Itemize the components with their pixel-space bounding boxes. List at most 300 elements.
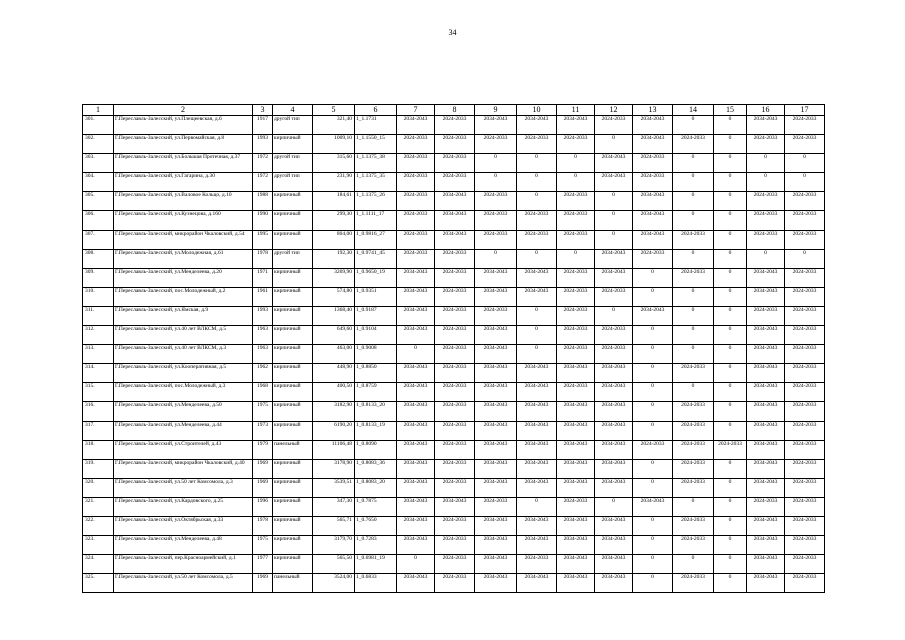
period-cell: 2034-2043	[517, 459, 557, 478]
period-cell: 2034-2043	[435, 497, 475, 516]
period-cell: 2034-2043	[633, 135, 673, 154]
area-cell: 448,90	[313, 364, 355, 383]
period-cell: 2024-2033	[785, 345, 825, 364]
period-cell: 2024-2033	[673, 402, 714, 421]
code-cell: 1_0.9008	[355, 345, 397, 364]
period-cell: 2034-2043	[517, 440, 557, 459]
table-row	[83, 154, 825, 173]
period-cell: 0	[397, 345, 435, 364]
period-cell: 2034-2043	[475, 116, 517, 135]
period-cell: 2034-2043	[397, 478, 435, 497]
wall-type-cell: панельный	[273, 574, 313, 593]
period-cell: 0	[517, 192, 557, 211]
address-cell: Г.Переславль-Залесский, микрорайон Чкаловский, д.54	[114, 230, 253, 249]
area-cell: 804,00	[313, 230, 355, 249]
period-cell: 2034-2043	[747, 345, 785, 364]
period-cell: 2034-2043	[557, 440, 595, 459]
code-cell: 1_0.9816_27	[355, 230, 397, 249]
wall-type-cell: кирпичный	[273, 135, 313, 154]
period-cell: 0	[714, 211, 747, 230]
code-cell: 1_0.8090	[355, 440, 397, 459]
period-cell: 2024-2033	[397, 230, 435, 249]
period-cell: 2024-2033	[517, 211, 557, 230]
period-cell: 2024-2033	[785, 135, 825, 154]
wall-type-cell: кирпичный	[273, 345, 313, 364]
period-cell: 2024-2033	[517, 230, 557, 249]
period-cell: 2024-2033	[435, 402, 475, 421]
year-cell: 1917	[253, 116, 273, 135]
period-cell: 2034-2043	[517, 268, 557, 287]
table-row	[83, 574, 825, 593]
code-cell: 1_0.8133_19	[355, 421, 397, 440]
period-cell: 0	[714, 478, 747, 497]
period-cell: 2034-2043	[595, 402, 633, 421]
code-cell: 1_0.8083_20	[355, 478, 397, 497]
year-cell: 1972	[253, 173, 273, 192]
period-cell: 0	[595, 135, 633, 154]
code-cell: 1_0.8850	[355, 364, 397, 383]
period-cell: 2024-2033	[475, 192, 517, 211]
address-cell: Г.Переславль-Залесский, ул.50 лет Комсомола, д.5	[114, 574, 253, 593]
period-cell: 2034-2043	[517, 574, 557, 593]
period-cell: 2024-2033	[595, 326, 633, 345]
code-cell: 1_0.8083_36	[355, 459, 397, 478]
column-header: 5	[313, 105, 355, 116]
period-cell: 2024-2033	[785, 326, 825, 345]
period-cell: 2034-2043	[397, 326, 435, 345]
period-cell: 2024-2033	[633, 173, 673, 192]
period-cell: 0	[517, 249, 557, 268]
table-row	[83, 345, 825, 364]
period-cell: 2034-2043	[595, 154, 633, 173]
year-cell: 1963	[253, 326, 273, 345]
period-cell: 2024-2033	[785, 421, 825, 440]
period-cell: 2024-2033	[435, 116, 475, 135]
row-number: 313.	[83, 345, 114, 364]
period-cell: 2024-2033	[435, 268, 475, 287]
period-cell: 2034-2043	[397, 421, 435, 440]
period-cell: 2034-2043	[397, 497, 435, 516]
period-cell: 2024-2033	[673, 536, 714, 555]
period-cell: 2024-2033	[633, 440, 673, 459]
period-cell: 0	[517, 306, 557, 325]
row-number: 312.	[83, 326, 114, 345]
period-cell: 0	[673, 345, 714, 364]
period-cell: 2024-2033	[435, 173, 475, 192]
row-number: 323.	[83, 536, 114, 555]
period-cell: 0	[673, 287, 714, 306]
address-cell: Г.Переславль-Залесский, ул.40 лет ВЛКСМ, д.5	[114, 326, 253, 345]
wall-type-cell: кирпичный	[273, 287, 313, 306]
period-cell: 0	[557, 173, 595, 192]
table-row	[83, 421, 825, 440]
period-cell: 0	[673, 154, 714, 173]
period-cell: 0	[714, 516, 747, 535]
period-cell: 2034-2043	[557, 116, 595, 135]
period-cell: 2024-2033	[785, 555, 825, 574]
period-cell: 2024-2033	[633, 154, 673, 173]
wall-type-cell: кирпичный	[273, 306, 313, 325]
table-row	[83, 459, 825, 478]
year-cell: 1975	[253, 402, 273, 421]
period-cell: 2034-2043	[595, 383, 633, 402]
area-cell: 3182,90	[313, 402, 355, 421]
period-cell: 2024-2033	[435, 364, 475, 383]
period-cell: 2024-2033	[557, 287, 595, 306]
period-cell: 2024-2033	[557, 230, 595, 249]
wall-type-cell: кирпичный	[273, 192, 313, 211]
period-cell: 2024-2033	[785, 192, 825, 211]
period-cell: 0	[714, 364, 747, 383]
period-cell: 2034-2043	[633, 211, 673, 230]
code-cell: 1_0.7650	[355, 516, 397, 535]
period-cell: 0	[714, 555, 747, 574]
period-cell: 2034-2043	[397, 268, 435, 287]
period-cell: 2034-2043	[747, 364, 785, 383]
period-cell: 0	[714, 173, 747, 192]
period-cell: 2034-2043	[557, 478, 595, 497]
period-cell: 2024-2033	[673, 440, 714, 459]
row-number: 324.	[83, 555, 114, 574]
period-cell: 2034-2043	[397, 440, 435, 459]
table-row	[83, 306, 825, 325]
period-cell: 2034-2043	[397, 383, 435, 402]
address-cell: Г.Переславль-Залесский, ул.Кардовского, д.25	[114, 497, 253, 516]
period-cell: 2024-2033	[747, 306, 785, 325]
wall-type-cell: другой тип	[273, 249, 313, 268]
row-number: 316.	[83, 402, 114, 421]
table-row	[83, 555, 825, 574]
year-cell: 1993	[253, 135, 273, 154]
period-cell: 2024-2033	[435, 154, 475, 173]
column-header: 3	[253, 105, 273, 116]
table-row	[83, 326, 825, 345]
period-cell: 0	[633, 516, 673, 535]
address-cell: Г.Переславль-Залесский, микрорайон Чкаловский, д.40	[114, 459, 253, 478]
code-cell: 1_1.1731	[355, 116, 397, 135]
period-cell: 2024-2033	[785, 440, 825, 459]
wall-type-cell: кирпичный	[273, 497, 313, 516]
year-cell: 1969	[253, 478, 273, 497]
table-row	[83, 516, 825, 535]
period-cell: 2034-2043	[475, 459, 517, 478]
period-cell: 2024-2033	[397, 154, 435, 173]
area-cell: 574,80	[313, 287, 355, 306]
code-cell: 1_0.9741_45	[355, 249, 397, 268]
table-row	[83, 287, 825, 306]
address-cell: Г.Переславль-Залесский, ул.Молодежная, д.61	[114, 249, 253, 268]
row-number: 320.	[83, 478, 114, 497]
period-cell: 0	[673, 192, 714, 211]
period-cell: 2024-2033	[673, 574, 714, 593]
period-cell: 0	[595, 211, 633, 230]
period-cell: 2024-2033	[435, 306, 475, 325]
code-cell: 1_1.1375_26	[355, 192, 397, 211]
table-row	[83, 230, 825, 249]
address-cell: Г.Переславль-Залесский, ул.Первомайская, д.8	[114, 135, 253, 154]
column-header: 7	[397, 105, 435, 116]
year-cell: 1961	[253, 287, 273, 306]
period-cell: 2024-2033	[435, 135, 475, 154]
code-cell: 1_0.9351	[355, 287, 397, 306]
period-cell: 2034-2043	[397, 364, 435, 383]
column-header: 10	[517, 105, 557, 116]
period-cell: 2034-2043	[397, 574, 435, 593]
period-cell: 2024-2033	[435, 459, 475, 478]
period-cell: 2024-2033	[673, 268, 714, 287]
period-cell: 0	[747, 173, 785, 192]
period-cell: 2034-2043	[475, 555, 517, 574]
table-body	[83, 116, 825, 593]
period-cell: 2034-2043	[557, 555, 595, 574]
period-cell: 0	[673, 249, 714, 268]
period-cell: 2034-2043	[747, 402, 785, 421]
period-cell: 2034-2043	[397, 536, 435, 555]
year-cell: 1988	[253, 192, 273, 211]
period-cell: 2034-2043	[595, 268, 633, 287]
area-cell: 3524,00	[313, 574, 355, 593]
address-cell: Г.Переславль-Залесский, ул.Менделеева, д.48	[114, 536, 253, 555]
address-cell: Г.Переславль-Залесский, ул.Октябрьская, д.33	[114, 516, 253, 535]
period-cell: 0	[714, 116, 747, 135]
period-cell: 0	[633, 345, 673, 364]
period-cell: 2024-2033	[595, 116, 633, 135]
column-header: 17	[785, 105, 825, 116]
year-cell: 1963	[253, 345, 273, 364]
period-cell: 2024-2033	[785, 230, 825, 249]
period-cell: 2024-2033	[673, 364, 714, 383]
wall-type-cell: кирпичный	[273, 555, 313, 574]
period-cell: 2024-2033	[747, 135, 785, 154]
period-cell: 2024-2033	[595, 345, 633, 364]
period-cell: 2024-2033	[557, 268, 595, 287]
period-cell: 2024-2033	[673, 516, 714, 535]
period-cell: 2034-2043	[747, 536, 785, 555]
year-cell: 1969	[253, 574, 273, 593]
area-cell: 299,30	[313, 211, 355, 230]
column-header: 6	[355, 105, 397, 116]
period-cell: 2024-2033	[397, 192, 435, 211]
period-cell: 2024-2033	[785, 402, 825, 421]
period-cell: 2034-2043	[633, 230, 673, 249]
period-cell: 2034-2043	[475, 326, 517, 345]
period-cell: 0	[714, 574, 747, 593]
period-cell: 2024-2033	[475, 230, 517, 249]
period-cell: 2034-2043	[475, 421, 517, 440]
period-cell: 2034-2043	[517, 516, 557, 535]
period-cell: 0	[785, 249, 825, 268]
period-cell: 2034-2043	[557, 516, 595, 535]
period-cell: 2024-2033	[785, 306, 825, 325]
period-cell: 2034-2043	[595, 555, 633, 574]
area-cell: 231,90	[313, 173, 355, 192]
year-cell: 1969	[253, 459, 273, 478]
period-cell: 0	[714, 154, 747, 173]
area-cell: 565,50	[313, 555, 355, 574]
row-number: 318.	[83, 440, 114, 459]
period-cell: 2024-2033	[435, 555, 475, 574]
period-cell: 2024-2033	[435, 478, 475, 497]
code-cell: 1_0.8133_20	[355, 402, 397, 421]
area-cell: 321,40	[313, 116, 355, 135]
period-cell: 0	[633, 383, 673, 402]
period-cell: 0	[633, 478, 673, 497]
period-cell: 2024-2033	[557, 211, 595, 230]
wall-type-cell: кирпичный	[273, 421, 313, 440]
period-cell: 2034-2043	[595, 516, 633, 535]
period-cell: 0	[595, 230, 633, 249]
period-cell: 2034-2043	[397, 459, 435, 478]
period-cell: 0	[633, 364, 673, 383]
period-cell: 2024-2033	[557, 326, 595, 345]
area-cell: 565,71	[313, 516, 355, 535]
wall-type-cell: кирпичный	[273, 402, 313, 421]
period-cell: 2024-2033	[475, 497, 517, 516]
period-cell: 2034-2043	[475, 364, 517, 383]
period-cell: 2034-2043	[747, 383, 785, 402]
wall-type-cell: кирпичный	[273, 516, 313, 535]
period-cell: 0	[673, 383, 714, 402]
period-cell: 2034-2043	[475, 345, 517, 364]
address-cell: Г.Переславль-Залесский, ул.Менделеева, д.44	[114, 421, 253, 440]
wall-type-cell: кирпичный	[273, 383, 313, 402]
period-cell: 0	[595, 497, 633, 516]
area-cell: 347,30	[313, 497, 355, 516]
period-cell: 2024-2033	[435, 536, 475, 555]
period-cell: 2024-2033	[517, 135, 557, 154]
row-number: 314.	[83, 364, 114, 383]
period-cell: 2034-2043	[633, 497, 673, 516]
period-cell: 0	[785, 173, 825, 192]
column-number-row	[83, 105, 825, 116]
period-cell: 2024-2033	[435, 287, 475, 306]
period-cell: 0	[517, 173, 557, 192]
period-cell: 2024-2033	[785, 116, 825, 135]
period-cell: 2034-2043	[595, 574, 633, 593]
period-cell: 2034-2043	[633, 192, 673, 211]
column-header: 11	[557, 105, 595, 116]
housing-registry-table	[82, 104, 825, 593]
wall-type-cell: кирпичный	[273, 459, 313, 478]
address-cell: Г.Переславль-Залесский, ул.Большая Протечная, д.37	[114, 154, 253, 173]
period-cell: 2024-2033	[673, 135, 714, 154]
period-cell: 2024-2033	[435, 421, 475, 440]
code-cell: 1_0.6833	[355, 574, 397, 593]
period-cell: 2034-2043	[475, 574, 517, 593]
address-cell: Г.Переславль-Залесский, пер.Красноармейский, д.1	[114, 555, 253, 574]
period-cell: 2034-2043	[747, 287, 785, 306]
period-cell: 2024-2033	[557, 306, 595, 325]
table-row	[83, 440, 825, 459]
code-cell: 1_0.9104	[355, 326, 397, 345]
period-cell: 0	[673, 116, 714, 135]
address-cell: Г.Переславль-Залесский, ул.Ямская, д.9	[114, 306, 253, 325]
code-cell: 1_1.1375_38	[355, 154, 397, 173]
period-cell: 0	[517, 154, 557, 173]
row-number: 301.	[83, 116, 114, 135]
period-cell: 2034-2043	[557, 421, 595, 440]
period-cell: 2034-2043	[747, 555, 785, 574]
period-cell: 2024-2033	[785, 383, 825, 402]
period-cell: 0	[673, 211, 714, 230]
wall-type-cell: кирпичный	[273, 364, 313, 383]
period-cell: 2034-2043	[747, 478, 785, 497]
period-cell: 2024-2033	[673, 421, 714, 440]
row-number: 311.	[83, 306, 114, 325]
code-cell: 1_0.9650_19	[355, 268, 397, 287]
period-cell: 2034-2043	[435, 192, 475, 211]
year-cell: 1968	[253, 383, 273, 402]
wall-type-cell: кирпичный	[273, 211, 313, 230]
period-cell: 2034-2043	[595, 459, 633, 478]
year-cell: 1990	[253, 211, 273, 230]
table-row	[83, 268, 825, 287]
period-cell: 2024-2033	[747, 497, 785, 516]
table-row	[83, 478, 825, 497]
period-cell: 0	[633, 326, 673, 345]
period-cell: 2034-2043	[747, 116, 785, 135]
period-cell: 2034-2043	[397, 516, 435, 535]
period-cell: 2034-2043	[633, 116, 673, 135]
period-cell: 2024-2033	[673, 230, 714, 249]
period-cell: 0	[714, 135, 747, 154]
period-cell: 2024-2033	[475, 306, 517, 325]
period-cell: 2034-2043	[435, 230, 475, 249]
period-cell: 0	[673, 173, 714, 192]
period-cell: 2024-2033	[397, 135, 435, 154]
row-number: 319.	[83, 459, 114, 478]
period-cell: 2024-2033	[747, 230, 785, 249]
code-cell: 1_0.6981_19	[355, 555, 397, 574]
period-cell: 2034-2043	[747, 516, 785, 535]
address-cell: Г.Переславль-Залесский, ул.Плещеевская, д.6	[114, 116, 253, 135]
period-cell: 2024-2033	[785, 516, 825, 535]
code-cell: 1_0.7283	[355, 536, 397, 555]
period-cell: 2034-2043	[475, 287, 517, 306]
period-cell: 2034-2043	[475, 402, 517, 421]
area-cell: 192,30	[313, 249, 355, 268]
period-cell: 0	[714, 345, 747, 364]
table-row	[83, 536, 825, 555]
period-cell: 0	[714, 249, 747, 268]
period-cell: 0	[633, 421, 673, 440]
period-cell: 2024-2033	[747, 211, 785, 230]
row-number: 309.	[83, 268, 114, 287]
period-cell: 2034-2043	[747, 326, 785, 345]
table-row	[83, 192, 825, 211]
table-row	[83, 383, 825, 402]
table-row	[83, 135, 825, 154]
column-header: 15	[714, 105, 747, 116]
period-cell: 0	[714, 306, 747, 325]
period-cell: 0	[475, 154, 517, 173]
period-cell: 2024-2033	[435, 249, 475, 268]
period-cell: 2034-2043	[595, 421, 633, 440]
wall-type-cell: кирпичный	[273, 478, 313, 497]
year-cell: 1971	[253, 268, 273, 287]
period-cell: 2024-2033	[557, 497, 595, 516]
wall-type-cell: другой тип	[273, 173, 313, 192]
year-cell: 1973	[253, 421, 273, 440]
area-cell: 1368,40	[313, 306, 355, 325]
period-cell: 2024-2033	[673, 478, 714, 497]
period-cell: 0	[714, 536, 747, 555]
row-number: 303.	[83, 154, 114, 173]
period-cell: 2034-2043	[517, 383, 557, 402]
table-row	[83, 249, 825, 268]
address-cell: Г.Переславль-Залесский, пос.Молодежный, д.3	[114, 383, 253, 402]
year-cell: 1962	[253, 364, 273, 383]
